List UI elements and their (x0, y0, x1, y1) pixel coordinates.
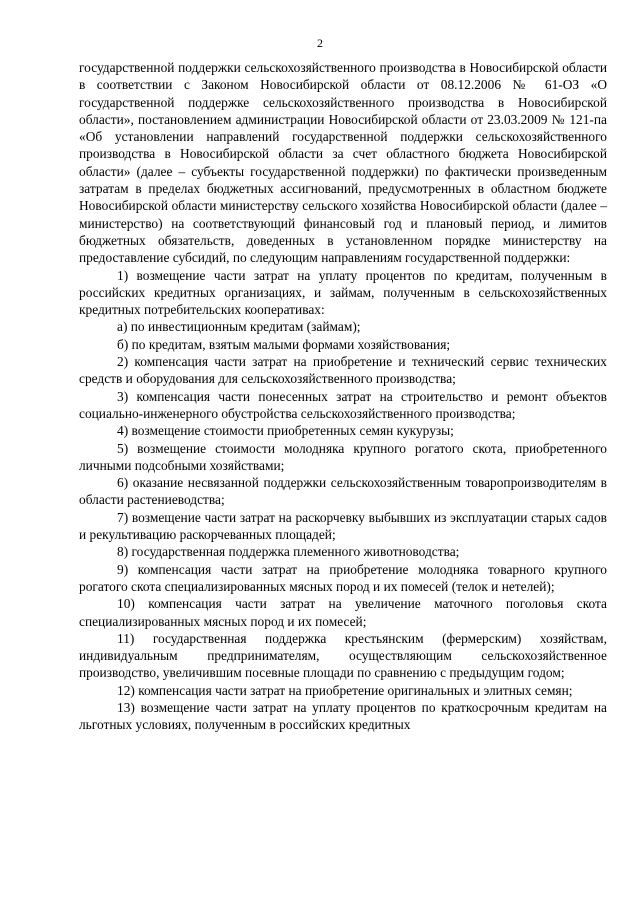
list-item-7: 7) возмещение части затрат на раскорчевку выбывших из эксплуатации старых садов и рекультивацию раскорчеванных площадей; (79, 509, 607, 543)
list-subitem-b: б) по кредитам, взятым малыми формами хозяйствования; (117, 336, 451, 352)
list-item-11: 11) государственная поддержка крестьянским (фермерским) хозяйствам, индивидуальным предпринимателям, осуществляющим сельскохозяйственное производство, увеличившим посевные площади по сравнению с предыдущим годом; (79, 630, 607, 681)
paragraph-intro: государственной поддержки сельскохозяйственного производства в Новосибирской области в соответствии с Законом Новосибирской области от 08.12.2006 № 61-ОЗ «О государственной поддержке сельскохозяйственного производства в Новосибирской области», постановлением администрации Новосибирской области от 23.03.2009 № 121-па «Об установлении направлений государственной поддержки сельскохозяйственного производства в Новосибирской области за счет областного бюджета Новосибирской области» (далее – субъекты государственной поддержки) по фактически произведенным затратам в пределах бюджетных ассигнований, предусмотренных в областном бюджете Новосибирской области министерству сельского хозяйства Новосибирской области (далее – министерство) на соответствующий финансовый год и плановый период, и лимитов бюджетных обязательств, доведенных в установленном порядке министерству на предоставление субсидий, по следующим направлениям государственной поддержки: (79, 60, 607, 266)
list-item-8: 8) государственная поддержка племенного животноводства; (117, 544, 460, 560)
list-item-10: 10) компенсация части затрат на увеличение маточного поголовья скота специализированных мясных пород и их помесей; (79, 596, 607, 629)
list-item-3: 3) компенсация части понесенных затрат на строительство и ремонт объектов социально-инженерного обустройства сельскохозяйственного производства; (79, 388, 607, 421)
list-item-6: 6) оказание несвязанной поддержки сельскохозяйственным товаропроизводителям в области растениеводства; (79, 475, 607, 508)
list-subitem-a: а) по инвестиционным кредитам (займам); (117, 319, 361, 335)
list-item-2: 2) компенсация части затрат на приобретение и технический сервис технических средств и оборудования для сельскохозяйственного производства; (79, 354, 607, 387)
list-item-12: 12) компенсация части затрат на приобретение оригинальных и элитных семян; (117, 682, 573, 698)
list-item-4: 4) возмещение стоимости приобретенных семян кукурузы; (117, 423, 454, 439)
list-item-9: 9) компенсация части затрат на приобретение молодняка товарного крупного рогатого скота специализированных мясных пород и их помесей (телок и нетелей); (79, 561, 607, 594)
list-item-1: 1) возмещение части затрат на уплату процентов по кредитам, полученным в российских кредитных организациях, и займам, полученным в сельскохозяйственных кредитных потребительских кооперативах: (79, 267, 607, 318)
document-body (79, 59, 607, 734)
list-item-13: 13) возмещение части затрат на уплату процентов по краткосрочным кредитам на льготных условиях, полученным в российских кредитных (79, 699, 607, 733)
list-item-5: 5) возмещение стоимости молодняка крупного рогатого скота, приобретенного личными подсобными хозяйствами; (79, 440, 607, 473)
page-number: 2 (317, 36, 323, 50)
